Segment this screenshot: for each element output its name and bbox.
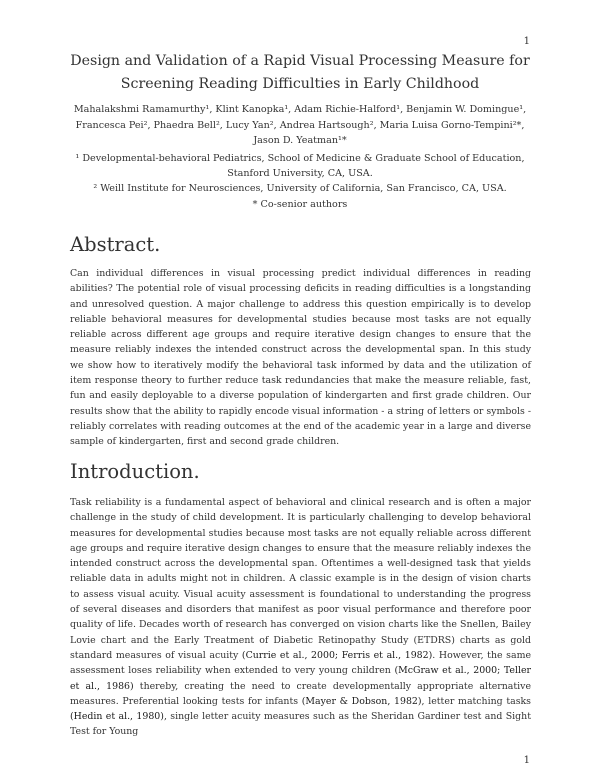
affiliation-line: Stanford University, CA, USA. (227, 168, 373, 180)
abstract-paragraph: Can individual differences in visual processing predict individual differences in reading abilities? The potential role of visual processing deficits in reading difficulties is a longstanding and unresolved question. A major challenge to address this question empirically is to develop reliable behavioral measures for developmental studies because most tasks are not equally reliable across different age groups and require iterative design changes to ensure that the measure reliably indexes the intended construct across the developmental span. In this study we show how to iteratively modify the behavioral task informed by data and the utilization of item response theory to further reduce task redundancies that make the measure reliable, fast, fun and easily deployable to a diverse population of kindergarten and first grade children. Our results show that the ability to rapidly encode visual information - a string of letters or symbols - reliably correlates with reading outcomes at the end of the academic year in a large and diverse sample of kindergarten, first and second grade children. (70, 268, 531, 448)
intro-text: , letter matching tasks (421, 695, 531, 707)
intro-text: thereby, creating the need to create developmentally appropriate alternative measures. Preferential looking tests for infants (70, 680, 531, 707)
authors-line: Mahalakshmi Ramamurthy¹, Klint Kanopka¹, Adam Richie-Halford¹, Benjamin W. Domingue¹, (73, 104, 527, 115)
introduction-heading: Introduction. (70, 460, 200, 483)
paper-title (60, 50, 540, 96)
page-number-bottom: 1 (523, 755, 530, 766)
abstract-heading: Abstract. (70, 233, 161, 256)
affiliation-line: ¹ Developmental-behavioral Pediatrics, School of Medicine & Graduate School of Education, (75, 153, 525, 164)
citation-link[interactable]: (Hedin et al., 1980) (70, 711, 164, 723)
authors-line: Francesca Pei², Phaedra Bell², Lucy Yan², Andrea Hartsough², Maria Luisa Gorno-Tempini²*, (75, 119, 525, 131)
page-number-top: 1 (523, 36, 530, 47)
affiliation-line: * Co-senior authors (252, 198, 348, 210)
intro-text: , single letter acuity measures such as the Sheridan Gardiner test and Sight Test for Young (70, 711, 531, 738)
intro-text: . However, the same assessment loses reliability when extended to very young children (70, 649, 532, 677)
introduction-paragraph (70, 495, 531, 740)
citation-link[interactable]: (Currie et al., 2000; Ferris et al., 1982) (241, 649, 433, 661)
author-list (60, 102, 540, 149)
title-line: Screening Reading Difficulties in Early Childhood (120, 76, 480, 92)
affiliation-line: ² Weill Institute for Neurosciences, University of California, San Francisco, CA, USA. (93, 183, 507, 195)
citation-link[interactable]: (McGraw et al., 2000; Teller et al., 1986) (70, 665, 531, 692)
affiliations (60, 151, 540, 212)
authors-line: Jason D. Yeatman¹* (253, 135, 347, 146)
citation-link[interactable]: (Mayer & Dobson, 1982) (301, 695, 422, 707)
intro-text: Task reliability is a fundamental aspect of behavioral and clinical research and is often a major challenge in the study of child development. It is particularly challenging to develop behavioral measures for developmental studies because most tasks are not equally reliable across different age groups and require iterative design changes to ensure that the measure reliably indexes the intended construct across the developmental span. Oftentimes a well-designed task that yields reliable data in adults might not in children. A classic example is in the design of vision charts to assess visual acuity. Visual acuity assessment is foundational to understanding the progress of several diseases and disorders that manifest as poor visual performance and therefore poor quality of life. Decades worth of research has converged on vision charts like the Snellen, Bailey Lovie chart and the Early Treatment of Diabetic Retinopathy Study (ETDRS) charts as gold standard measures of visual acuity (70, 497, 531, 661)
title-line: Design and Validation of a Rapid Visual Processing Measure for (70, 53, 530, 69)
